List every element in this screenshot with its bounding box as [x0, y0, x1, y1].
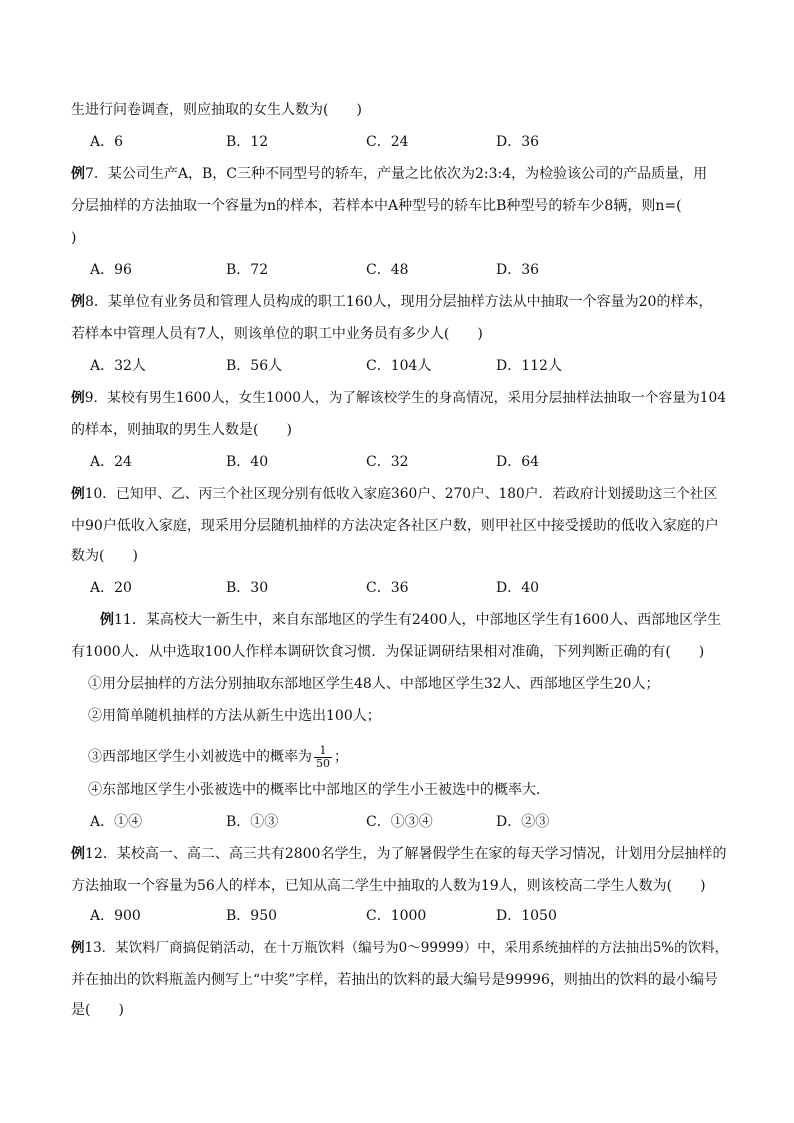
q10-options	[90, 578, 710, 598]
q8-option-a: A．32人	[90, 358, 146, 374]
q6-options	[90, 132, 710, 152]
q11-statement-1: ①用分层抽样的方法分别抽取东部地区学生48人、中部地区学生32人、西部地区学生20人；	[88, 676, 660, 692]
q8-option-c: C．104人	[366, 358, 432, 374]
q7-line3: )	[71, 230, 77, 246]
q11-label: 例	[100, 612, 114, 628]
q7-label: 例	[71, 166, 85, 182]
q12-option-c: C．1000	[366, 908, 427, 924]
q9-option-a: A．24	[90, 454, 132, 470]
fraction-denominator: 50	[316, 756, 330, 770]
q8-option-d: D．112人	[496, 358, 562, 374]
q7-option-d: D．36	[496, 262, 540, 278]
q11-line2: 有1000人．从中选取100人作样本调研饮食习惯．为保证调研结果相对准确，下列判断正确的有( )	[71, 644, 705, 660]
q8-options	[90, 356, 710, 376]
q13-line2: 并在抽出的饮料瓶盖内侧写上“中奖”字样，若抽出的饮料的最大编号是99996，则抽出的饮料的最小编号	[71, 972, 718, 988]
q8-label: 例	[71, 294, 85, 310]
q13-line1	[71, 938, 727, 958]
q11-s3-text: ③西部地区学生小刘被选中的概率为	[88, 749, 312, 765]
q11-line1	[100, 610, 728, 630]
q11-s3-fraction	[314, 745, 332, 770]
q12-option-b: B．950	[226, 908, 278, 924]
q13-label: 例	[71, 940, 85, 956]
q7-option-c: C．48	[366, 262, 409, 278]
q9-line1	[71, 388, 727, 408]
q6-option-a: A．6	[90, 134, 124, 150]
q12-line2: 方法抽取一个容量为56人的样本，已知从高二学生中抽取的人数为19人，则该校高二学生人数为( )	[71, 878, 706, 894]
q12-label: 例	[71, 846, 85, 862]
q6-option-b: B．12	[226, 134, 269, 150]
q11-option-c: C．①③④	[366, 814, 433, 830]
q7-line1	[71, 164, 727, 184]
q13-text1: 13．某饮料厂商搞促销活动，在十万瓶饮料（编号为0～99999）中，采用系统抽样的方法抽出5%的饮料，	[84, 940, 729, 956]
q10-option-a: A．20	[90, 580, 132, 596]
q6-option-d: D．36	[496, 134, 540, 150]
q9-text1: 9．某校有男生1600人，女生1000人，为了解该校学生的身高情况，采用分层抽样法抽取一个容量为104	[84, 390, 726, 406]
q11-statement-2: ②用简单随机抽样的方法从新生中选出100人；	[88, 708, 381, 724]
q6-tail: 生进行问卷调查，则应抽取的女生人数为( )	[71, 102, 362, 118]
q11-option-b: B．①③	[226, 814, 279, 830]
q7-options	[90, 260, 710, 280]
q9-line2: 的样本，则抽取的男生人数是( )	[71, 422, 292, 438]
fraction-numerator: 1	[314, 745, 332, 758]
q10-line2: 中90户低收入家庭，现采用分层随机抽样的方法决定各社区户数，则甲社区中接受援助的低收入家庭的户	[71, 518, 719, 534]
q11-option-d: D．②③	[496, 814, 550, 830]
q7-option-a: A．96	[90, 262, 132, 278]
q10-option-c: C．36	[366, 580, 409, 596]
q13-line3: 是( )	[71, 1002, 124, 1018]
q6-option-c: C．24	[366, 134, 409, 150]
q10-option-b: B．30	[226, 580, 269, 596]
q11-statement-4: ④东部地区学生小张被选中的概率比中部地区的学生小王被选中的概率大．	[88, 782, 550, 798]
q8-option-b: B．56人	[226, 358, 283, 374]
q12-options	[90, 906, 710, 926]
q9-option-b: B．40	[226, 454, 269, 470]
q7-line2: 分层抽样的方法抽取一个容量为n的样本，若样本中A种型号的轿车比B种型号的轿车少8辆，则n=(	[71, 198, 682, 214]
q10-option-d: D．40	[496, 580, 540, 596]
q10-text1: 10．已知甲、乙、丙三个社区现分别有低收入家庭360户、270户、180户．若政府计划援助这三个社区	[84, 486, 718, 502]
q9-label: 例	[71, 390, 85, 406]
q10-line3: 数为( )	[71, 548, 138, 564]
q8-line1	[71, 292, 727, 312]
q12-option-a: A．900	[90, 908, 141, 924]
q9-option-d: D．64	[496, 454, 540, 470]
q8-line2: 若样本中管理人员有7人，则该单位的职工中业务员有多少人( )	[71, 326, 483, 342]
q11-options	[90, 812, 710, 832]
q9-options	[90, 452, 710, 472]
q12-line1	[71, 844, 727, 864]
q7-option-b: B．72	[226, 262, 269, 278]
q10-label: 例	[71, 486, 85, 502]
q9-option-c: C．32	[366, 454, 409, 470]
q11-text1: 11．某高校大一新生中，来自东部地区的学生有2400人，中部地区学生有1600人、西部地区学生	[114, 612, 722, 628]
q11-s3-end: ；	[334, 749, 348, 765]
q12-option-d: D．1050	[496, 908, 557, 924]
q7-text1: 7．某公司生产A，B，C三种不同型号的轿车，产量之比依次为2:3:4，为检验该公司的产品质量，用	[85, 166, 708, 182]
q12-text1: 12．某校高一、高二、高三共有2800名学生，为了解暑假学生在家的每天学习情况，计划用分层抽样的	[85, 846, 727, 862]
q8-text1: 8．某单位有业务员和管理人员构成的职工160人，现用分层抽样方法从中抽取一个容量为20的样本，	[85, 294, 713, 310]
q10-line1	[71, 484, 727, 504]
q11-statement-3	[88, 742, 744, 772]
q11-option-a: A．①④	[90, 814, 143, 830]
